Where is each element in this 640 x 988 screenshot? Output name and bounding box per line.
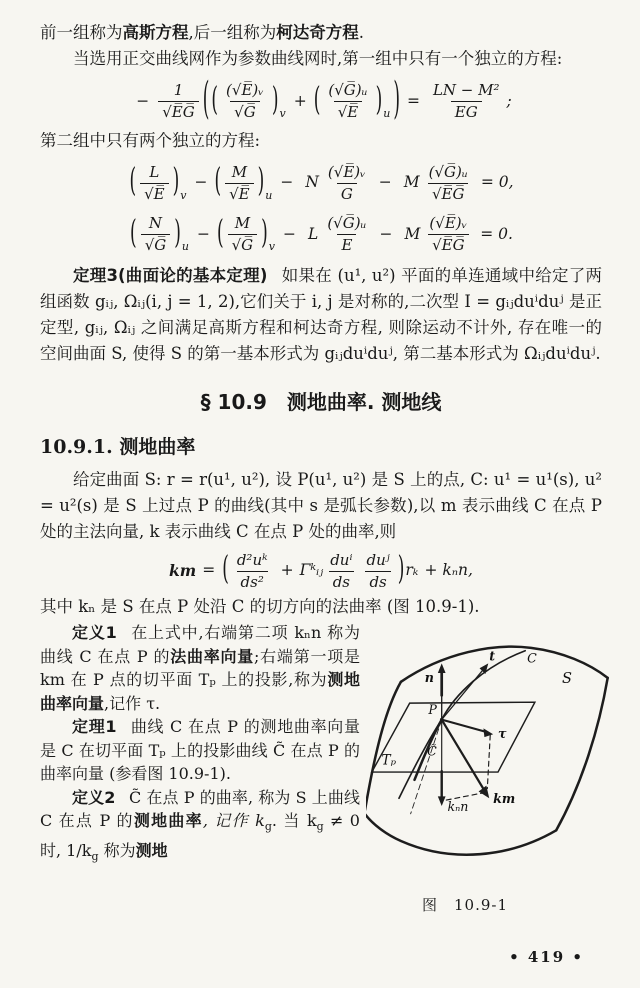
theorem-1-body: 曲线 C 在点 P 的测地曲率向量是 C 在切平面 Tₚ 上的投影曲线 C̃ 在点 P 的曲率向量 (参看图 10.9-1). bbox=[40, 717, 360, 783]
paren-close: ) bbox=[257, 162, 265, 201]
term-gauss-equation: 高斯方程 bbox=[122, 23, 189, 42]
christoffel-symbol: Γᵏᵢⱼ bbox=[299, 561, 324, 580]
dashed-tau-to-km bbox=[487, 735, 490, 788]
paren-open: ( bbox=[130, 214, 137, 253]
label-C-tilde: C̃ bbox=[427, 743, 437, 759]
subsection-header: 10.9.1. 测地曲率 bbox=[40, 435, 196, 458]
codazzi-equation-1 bbox=[40, 164, 602, 204]
theorem-3-title: 定理3(曲面论的基本定理) bbox=[73, 265, 268, 285]
fraction bbox=[324, 82, 371, 122]
paragraph-surface-setup: 给定曲面 S: r = r(u¹, u²), 设 P(u¹, u²) 是 S 上的点, C: u¹ = u¹(s), u² = u²(s) 是 S 上过点 P 的曲线(其中 s 是弧长参数),以 m 表示曲线 C 在点 P 处的主法向量, k 表示曲线 C 在点 P 处的曲率,则 bbox=[40, 469, 602, 541]
paren-close: ) bbox=[261, 214, 268, 253]
coefficient-M: M bbox=[403, 173, 420, 192]
paragraph-second-group: 第二组中只有两个独立的方程: bbox=[40, 130, 261, 150]
fraction bbox=[362, 552, 393, 592]
page-number: • 419 • bbox=[509, 948, 584, 966]
normal-curvature-term: + kₙn, bbox=[424, 561, 473, 580]
definition-1-label: 定义1 bbox=[72, 623, 117, 642]
fraction bbox=[158, 82, 199, 122]
text-segment: 称为 bbox=[98, 840, 136, 860]
minus-sign: − bbox=[136, 91, 150, 110]
paragraph-normal-curvature: 其中 kₙ 是 S 在点 P 处沿 C 的切方向的法曲率 (图 10.9-1). bbox=[40, 597, 480, 616]
fraction-numerator: M bbox=[234, 214, 251, 232]
coefficient-N: N bbox=[305, 173, 319, 192]
fraction bbox=[233, 552, 272, 592]
fraction bbox=[141, 215, 171, 255]
fraction bbox=[225, 164, 254, 204]
two-column-region bbox=[40, 621, 602, 918]
label-C: C bbox=[527, 650, 537, 666]
minus-sign: − bbox=[280, 173, 294, 192]
knn-arrowhead bbox=[438, 796, 446, 806]
equals-zero: = 0, bbox=[480, 173, 514, 192]
label-t: t bbox=[489, 648, 496, 664]
minus-sign: − bbox=[283, 224, 297, 243]
equals-zero: = 0. bbox=[480, 224, 513, 243]
label-P: P bbox=[428, 701, 437, 717]
subscript-g: g bbox=[264, 820, 272, 834]
text-segment: 在上式中,右端第二项 kₙn 称为曲线 C 在点 P 的 bbox=[40, 623, 360, 666]
text-segment: . bbox=[358, 23, 364, 42]
fraction bbox=[324, 164, 370, 204]
plus-sign: + bbox=[280, 561, 294, 580]
fraction-denominator: √E̅G̅ bbox=[428, 234, 469, 254]
fraction-denominator: √E̅ bbox=[225, 183, 254, 203]
theorem-3 bbox=[40, 263, 602, 367]
paren-close: ) bbox=[393, 73, 400, 126]
text-segment: C̃ 在点 P 的曲率, 称为 S 上曲线 C 在点 P 的 bbox=[40, 787, 360, 830]
coefficient-M: M bbox=[404, 224, 421, 243]
fraction-denominator: EG bbox=[451, 101, 482, 121]
figure-column bbox=[360, 621, 630, 918]
surface-right-edge bbox=[556, 678, 607, 830]
subscript-v: v bbox=[279, 107, 286, 121]
km-vector: km bbox=[169, 561, 197, 581]
fraction-numerator: (√E̅)ᵥ bbox=[429, 214, 468, 232]
subscript-g: g bbox=[316, 820, 324, 834]
fraction bbox=[323, 215, 370, 255]
label-S: S bbox=[562, 669, 573, 687]
fraction-denominator: √E̅ bbox=[334, 101, 363, 121]
term-codazzi-equation: 柯达奇方程 bbox=[276, 23, 359, 42]
theorem-1 bbox=[40, 715, 360, 786]
label-n: n bbox=[424, 669, 434, 685]
paragraph-gauss-codazzi bbox=[40, 20, 602, 46]
fraction-numerator: duʲ bbox=[366, 550, 390, 569]
surface-left-edge bbox=[366, 682, 401, 810]
basis-vector-rk: rₖ bbox=[405, 561, 419, 580]
minus-sign: − bbox=[194, 173, 208, 192]
label-km: km bbox=[493, 791, 516, 807]
text-segment: ,后一组称为 bbox=[188, 23, 277, 42]
figure-10-9-1 bbox=[366, 635, 630, 880]
text-segment: . 当 k bbox=[271, 811, 317, 830]
fraction-numerator: M bbox=[231, 162, 248, 181]
fraction bbox=[326, 552, 356, 592]
gauss-equation-formula bbox=[40, 73, 602, 126]
subscript-v: v bbox=[268, 240, 276, 254]
term-geodesic-curvature-vector: 测地曲率向量 bbox=[40, 670, 360, 713]
fraction-numerator: d²uᵏ bbox=[236, 550, 268, 569]
paren-close: ) bbox=[174, 214, 181, 253]
fraction bbox=[425, 215, 471, 255]
fraction-numerator: L bbox=[149, 162, 160, 181]
term-geodesic: 测地 bbox=[135, 840, 168, 860]
fraction bbox=[429, 82, 504, 122]
minus-sign: − bbox=[196, 224, 210, 243]
coefficient-L: L bbox=[308, 224, 319, 243]
fraction-numerator: (√E̅)ᵥ bbox=[226, 81, 264, 99]
subscript-u: u bbox=[181, 240, 189, 254]
fraction-denominator: √E̅G̅ bbox=[158, 101, 199, 121]
fraction bbox=[140, 164, 169, 204]
fraction-denominator: √G̅ bbox=[230, 101, 260, 121]
subscript-u: u bbox=[383, 107, 391, 121]
plus-sign: + bbox=[293, 91, 307, 110]
fraction-denominator: ds bbox=[365, 571, 390, 591]
label-TP: Tₚ bbox=[381, 752, 397, 769]
term-geodesic-curvature: 测地曲率 bbox=[133, 811, 203, 830]
fraction-numerator: N bbox=[148, 214, 163, 232]
left-text-column bbox=[40, 621, 360, 868]
text-segment: , 记作 k bbox=[202, 811, 265, 830]
paren-open: ( bbox=[313, 81, 321, 120]
fraction-denominator: E bbox=[337, 234, 356, 254]
subscript-v: v bbox=[180, 188, 187, 202]
fraction-denominator: ds² bbox=[237, 571, 268, 591]
fraction-denominator: √G̅ bbox=[228, 234, 258, 254]
fraction-numerator: (√E̅)ᵥ bbox=[327, 162, 366, 181]
paren-close: ) bbox=[172, 162, 180, 201]
fraction-numerator: LN − M² bbox=[432, 81, 500, 99]
fraction bbox=[425, 164, 472, 204]
figure-10-9-1-wrap bbox=[366, 635, 630, 918]
point-P bbox=[440, 718, 443, 721]
paren-close: ) bbox=[397, 550, 405, 589]
semicolon: ; bbox=[506, 91, 512, 110]
text-segment: ;右端第一项是 km 在 P 点的切平面 Tₚ 上的投影,称为 bbox=[40, 646, 360, 689]
minus-sign: − bbox=[378, 173, 392, 192]
equals-sign: = bbox=[406, 91, 420, 110]
term-normal-curvature-vector: 法曲率向量 bbox=[170, 646, 255, 666]
codazzi-equation-2 bbox=[40, 215, 602, 255]
fraction-numerator: duⁱ bbox=[330, 550, 353, 569]
fraction-denominator: ds bbox=[329, 571, 354, 591]
paren-open: ( bbox=[202, 73, 210, 126]
paren-open: ( bbox=[216, 214, 224, 253]
fraction-denominator: √E̅G̅ bbox=[428, 183, 469, 203]
fraction-numerator: 1 bbox=[173, 81, 184, 99]
text-segment: ≠ 0 时, 1/k bbox=[40, 811, 360, 860]
fraction bbox=[228, 215, 258, 255]
paren-open: ( bbox=[211, 81, 219, 120]
fraction-numerator: (√G̅)ᵤ bbox=[428, 162, 468, 181]
equals-sign: = bbox=[202, 561, 216, 580]
subscript-g: g bbox=[91, 849, 99, 863]
paren-open: ( bbox=[129, 162, 137, 201]
label-tau: τ bbox=[498, 726, 507, 742]
geodesic-curvature-formula bbox=[40, 552, 602, 592]
fraction-denominator: G bbox=[337, 183, 357, 203]
theorem-1-label: 定理1 bbox=[72, 717, 117, 736]
definition-2 bbox=[40, 786, 360, 869]
label-knn: kₙn bbox=[447, 798, 469, 814]
fraction-denominator: √E̅ bbox=[140, 183, 169, 203]
theorem-3-body: 如果在 (u¹, u²) 平面的单连通域中给定了两组函数 gᵢⱼ, Ωᵢⱼ(i, j = 1, 2),它们关于 i, j 是对称的,二次型 I = gᵢⱼduⁱduʲ 是正定型, gᵢⱼ, Ωᵢⱼ 之间满足高斯方程和柯达奇方程, 则除运动不计外, 存在唯一的空间曲面 S, 使得 S 的第一基本形式为 gᵢⱼduⁱduʲ, 第二基本形式为 Ωᵢⱼduⁱduʲ. bbox=[40, 265, 602, 363]
text-segment: 前一组称为 bbox=[40, 23, 123, 42]
fraction bbox=[222, 82, 268, 122]
fraction-numerator: (√G̅)ᵤ bbox=[327, 214, 367, 232]
paren-close: ) bbox=[375, 81, 383, 120]
paren-open: ( bbox=[222, 550, 229, 589]
tangent-line-t bbox=[442, 668, 485, 719]
definition-2-label: 定义2 bbox=[72, 787, 116, 807]
text-segment: ,记作 τ. bbox=[104, 693, 161, 713]
definition-1 bbox=[40, 621, 360, 715]
minus-sign: − bbox=[379, 224, 393, 243]
fraction-denominator: √G̅ bbox=[141, 234, 171, 254]
surface-bottom-edge bbox=[366, 813, 556, 855]
subscript-u: u bbox=[265, 188, 273, 202]
tau-arrowhead bbox=[483, 728, 493, 737]
paren-open: ( bbox=[214, 162, 222, 201]
paren-close: ) bbox=[271, 81, 279, 120]
n-arrowhead bbox=[438, 663, 446, 673]
fraction-numerator: (√G̅)ᵤ bbox=[328, 81, 368, 99]
section-header: § 10.9 测地曲率. 测地线 bbox=[200, 389, 442, 414]
paragraph-orthogonal-net: 当选用正交曲线网作为参数曲线网时,第一组中只有一个独立的方程: bbox=[73, 49, 563, 68]
figure-caption: 图 10.9-1 bbox=[422, 896, 509, 914]
